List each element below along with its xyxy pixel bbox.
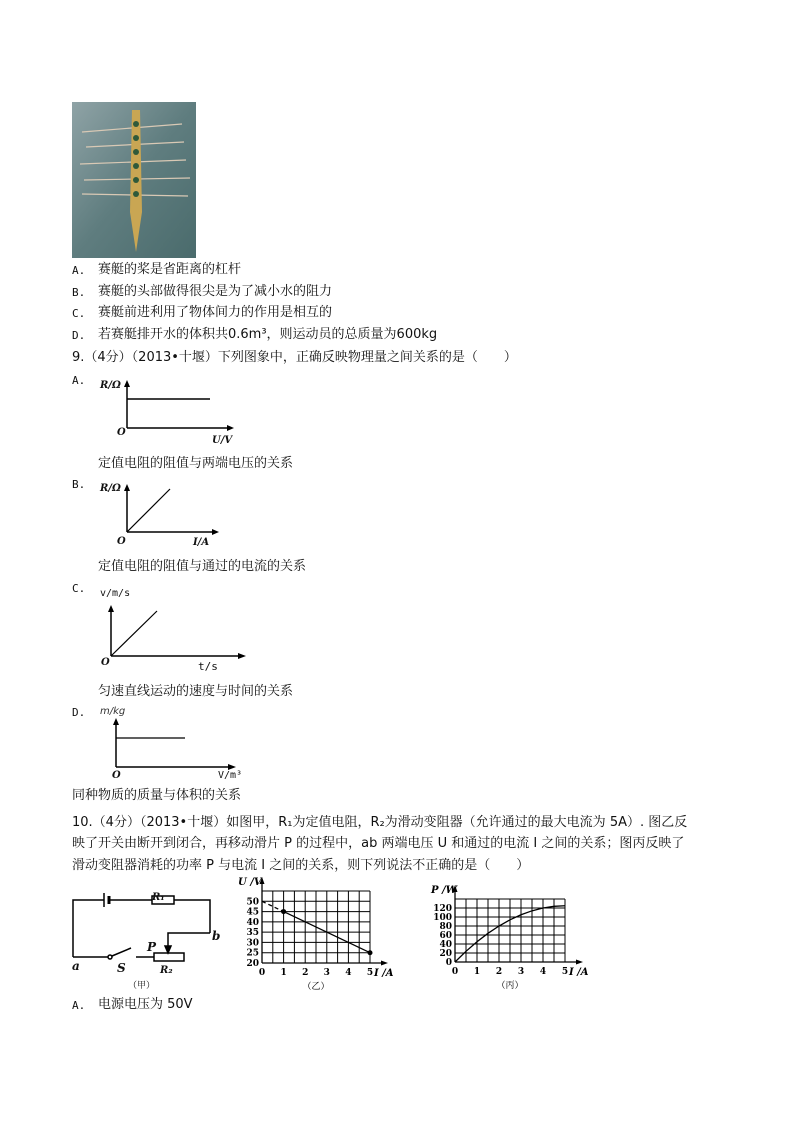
graph-a-caption: 定值电阻的阻值与两端电压的关系 — [98, 456, 294, 471]
chart-caption: （丙） — [496, 981, 524, 991]
y-tick-label: 0 — [445, 958, 452, 968]
graph-b-origin: O — [117, 536, 126, 547]
x-tick-label: 2 — [302, 968, 309, 978]
y-tick-label: 20 — [439, 949, 452, 959]
y-tick-label: 50 — [246, 897, 259, 908]
q8-option-label: D. — [72, 328, 86, 342]
question-10-stem-line-1: 10.（4分）（2013•十堰）如图甲，R₁为定值电阻，R₂为滑动变阻器（允许通过的最大电流为 5A）. 图乙反 — [72, 815, 688, 830]
x-tick-label: 0 — [451, 967, 459, 977]
q8-option-text: 赛艇的头部做得很尖是为了减小水的阻力 — [98, 283, 333, 299]
q8-option-label: A. — [72, 264, 86, 277]
y-axis-label: P /W — [431, 885, 457, 896]
switch-label: S — [117, 961, 126, 975]
option-a-label: A. — [72, 374, 86, 387]
graph-c-caption: 匀速直线运动的速度与时间的关系 — [98, 684, 294, 699]
chart-caption: （乙） — [302, 982, 330, 992]
graph-a-origin: O — [117, 427, 126, 438]
option-b-label: B. — [72, 478, 86, 491]
x-tick-label: 3 — [323, 968, 330, 978]
y-tick-label: 30 — [246, 938, 259, 949]
circuit-caption: （甲） — [128, 981, 156, 991]
question-10-stem-line-2: 映了开关由断开到闭合，再移动滑片 P 的过程中，ab 两端电压 U 和通过的电流 I 之间的关系；图丙反映了 — [72, 836, 685, 851]
y-tick-label: 45 — [246, 907, 259, 918]
x-tick-label: 2 — [495, 967, 503, 977]
r2-label: R₂ — [160, 965, 173, 976]
graph-d-caption: 同种物质的质量与体积的关系 — [72, 788, 242, 803]
graph-c-xlabel: t/s — [198, 660, 218, 673]
x-tick-label: 0 — [258, 968, 266, 978]
y-tick-label: 20 — [246, 959, 259, 969]
y-tick-label: 80 — [439, 922, 452, 932]
q8-option-text: 赛艇的桨是省距离的杠杆 — [98, 262, 242, 277]
node-a-label: a — [72, 959, 80, 973]
q8-option-label: C. — [72, 307, 86, 320]
y-tick-label: 100 — [433, 913, 452, 923]
graph-b-ylabel: R/Ω — [100, 483, 121, 494]
graph-d-origin: O — [112, 770, 121, 781]
q8-option-text: 若赛艇排开水的体积共0.6m³，则运动员的总质量为600kg — [98, 326, 438, 342]
x-tick-label: 1 — [473, 967, 481, 977]
graph-c-origin: O — [101, 657, 110, 668]
graph-b-caption: 定值电阻的阻值与通过的电流的关系 — [98, 559, 307, 574]
x-axis-arrow — [576, 960, 583, 965]
x-axis-label: I /A — [569, 967, 589, 978]
node-b-label: b — [212, 929, 221, 943]
graph-d-ylabel: m/kg — [100, 706, 126, 717]
y-tick-label: 40 — [439, 940, 452, 950]
y-tick-label: 40 — [246, 917, 259, 928]
x-tick-label: 4 — [345, 968, 352, 978]
graph-c-ylabel: v/m/s — [100, 588, 131, 599]
slider-p-label: P — [147, 940, 157, 954]
x-tick-label: 4 — [539, 967, 547, 977]
q8-option-text: 赛艇前进利用了物体间力的作用是相互的 — [98, 305, 333, 320]
q10-option-a-text: 电源电压为 50V — [98, 997, 193, 1012]
x-tick-label: 3 — [517, 967, 525, 977]
y-axis-label: U /V — [238, 877, 262, 888]
q10-option-a-label: A. — [72, 999, 86, 1012]
x-tick-label: 1 — [280, 968, 287, 978]
y-tick-label: 120 — [433, 904, 452, 914]
question-10-stem-line-3: 滑动变阻器消耗的功率 P 与电流 I 之间的关系，则下列说法不正确的是（ ） — [72, 858, 530, 873]
graph-a-ylabel: R/Ω — [100, 380, 121, 391]
option-c-label: C. — [72, 582, 86, 595]
x-tick-label: 5 — [561, 967, 569, 977]
question-9-stem: 9.（4分）（2013•十堰）下列图象中，正确反映物理量之间关系的是（ ） — [72, 350, 517, 365]
y-tick-label: 35 — [246, 928, 259, 939]
x-tick-label: 5 — [366, 968, 374, 978]
option-d-label: D. — [72, 706, 86, 719]
q8-option-label: B. — [72, 285, 86, 299]
y-tick-label: 25 — [246, 948, 259, 959]
graph-a-xlabel: U/V — [212, 435, 233, 446]
graph-b-xlabel: I/A — [193, 537, 210, 548]
y-tick-label: 60 — [439, 931, 452, 941]
graph-d-xlabel: V/m³ — [218, 770, 243, 781]
r1-label: R₁ — [152, 892, 165, 903]
x-axis-label: I /A — [374, 968, 394, 979]
